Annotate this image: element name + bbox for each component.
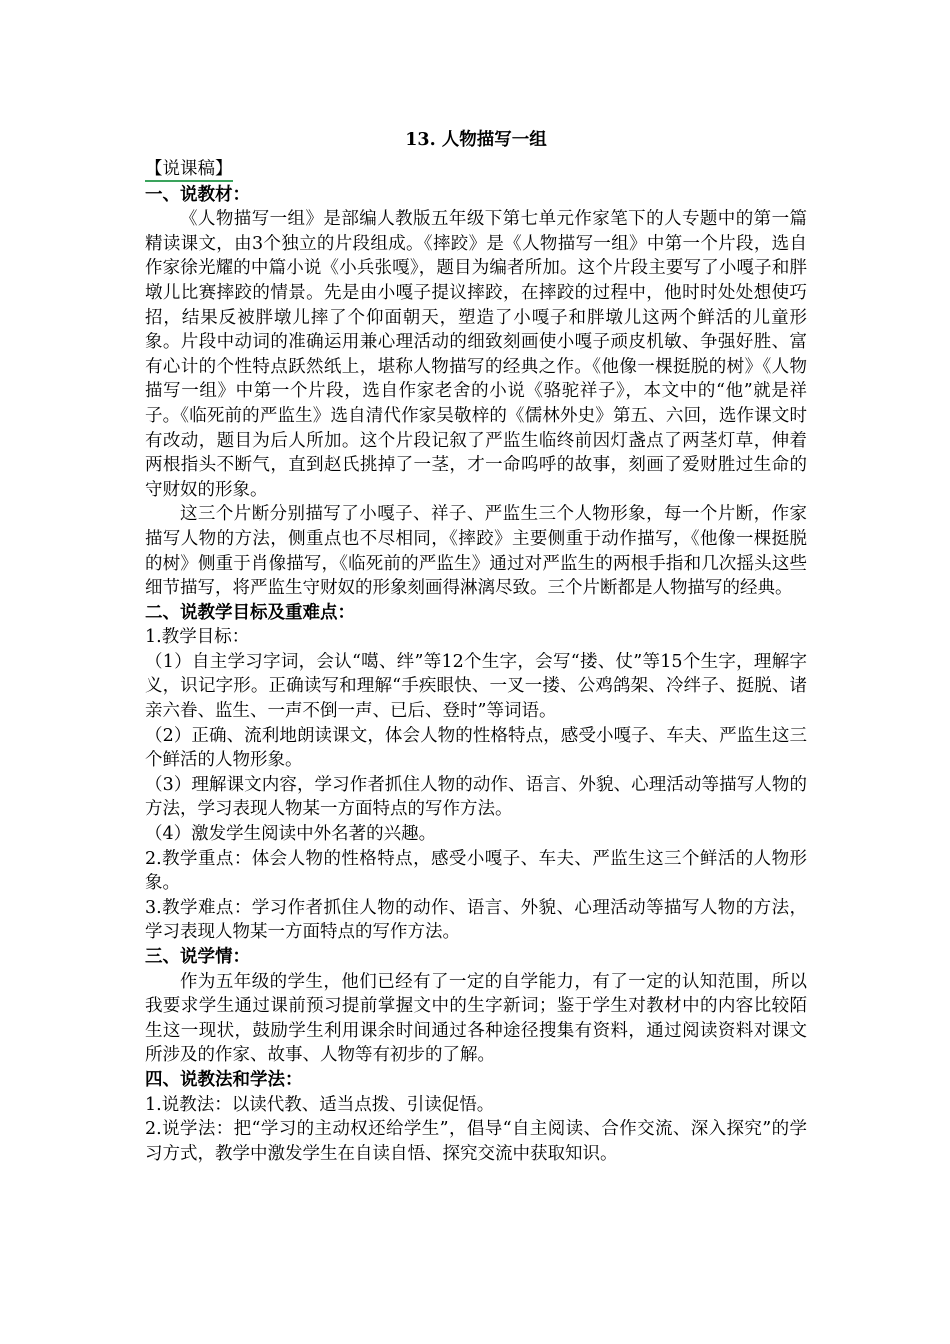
section-heading-1: 一、说教材： xyxy=(145,184,250,205)
label-row xyxy=(145,157,807,183)
list-item: 1.说教法：以读代教、适当点拨、引读促悟。 xyxy=(145,1094,495,1115)
list-item: （3）理解课文内容，学习作者抓住人物的动作、语言、外貌、心理活动等描写人物的方法，学习表现人物某一方面特点的写作方法。 xyxy=(145,774,807,820)
list-item: （2）正确、流利地朗读课文，体会人物的性格特点，感受小嘎子、车夫、严监生这三个鲜活的人物形象。 xyxy=(145,725,807,771)
document-body xyxy=(145,128,807,1166)
paragraph: 《人物描写一组》是部编人教版五年级下第七单元作家笔下的人专题中的第一篇精读课文，由3个独立的片段组成。《摔跤》是《人物描写一组》中第一个片段，选自作家徐光耀的中篇小说《小兵张嘎》，题目为编者所加。这个片段主要写了小嘎子和胖墩儿比赛摔跤的情景。先是由小嘎子提议摔跤，在摔跤的过程中，他时时处处想使巧招，结果反被胖墩儿摔了个仰面朝天，塑造了小嘎子和胖墩儿这两个鲜活的儿童形象。片段中动词的准确运用兼心理活动的细致刻画使小嘎子顽皮机敏、争强好胜、富有心计的个性特点跃然纸上，堪称人物描写的经典之作。《他像一棵挺脱的树》《人物描写一组》中第一个片段，选自作家老舍的小说《骆驼祥子》，本文中的“他”就是祥子。《临死前的严监生》选自清代作家吴敬梓的《儒林外史》第五、六回，选作课文时有改动，题目为后人所加。这个片段记叙了严监生临终前因灯盏点了两茎灯草，伸着两根指头不断气，直到赵氏挑掉了一茎，才一命呜呼的故事，刻画了爱财胜过生命的守财奴的形象。 xyxy=(145,209,807,500)
paragraph: 这三个片断分别描写了小嘎子、祥子、严监生三个人物形象，每一个片断，作家描写人物的方法，侧重点也不尽相同，《摔跤》主要侧重于动作描写，《他像一棵挺脱的树》侧重于肖像描写，《临死前的严监生》通过对严监生的两根手指和几次摇头这些细节描写，将严监生守财奴的形象刻画得淋漓尽致。三个片断都是人物描写的经典。 xyxy=(145,504,807,599)
list-item: 1.教学目标： xyxy=(145,627,250,648)
paragraph: 作为五年级的学生，他们已经有了一定的自学能力，有了一定的认知范围，所以我要求学生通过课前预习提前掌握文中的生字新词；鉴于学生对教材中的内容比较陌生这一现状，鼓励学生利用课余时间通过各种途径搜集有资料，通过阅读资料对课文所涉及的作家、故事、人物等有初步的了解。 xyxy=(145,971,807,1066)
section-heading-3: 三、说学情： xyxy=(145,947,250,967)
list-item: 2.教学重点：体会人物的性格特点，感受小嘎子、车夫、严监生这三个鲜活的人物形象。 xyxy=(145,848,807,894)
section-heading-4: 四、说教法和学法： xyxy=(145,1069,303,1090)
list-item: （4）激发学生阅读中外名著的兴趣。 xyxy=(145,824,437,845)
lesson-title: 13. 人物描写一组 xyxy=(405,130,547,150)
section-label: 【说课稿】 xyxy=(145,158,233,182)
list-item: 3.教学难点：学习作者抓住人物的动作、语言、外貌、心理活动等描写人物的方法，学习表现人物某一方面特点的写作方法。 xyxy=(145,897,807,943)
section-heading-2: 二、说教学目标及重难点： xyxy=(145,602,355,623)
list-item: （1）自主学习字词，会认“噶、绊”等12个生字，会写“搂、仗”等15个生字，理解字义，识记字形。正确读写和理解“手疾眼快、一叉一搂、公鸡鸽架、冷绊子、挺脱、诸亲六眷、监生、一声不倒一声、已后、登时”等词语。 xyxy=(145,651,807,722)
list-item: 2.说学法：把“学习的主动权还给学生”，倡导“自主阅读、合作交流、深入探究”的学习方式，教学中激发学生在自读自悟、探究交流中获取知识。 xyxy=(145,1119,807,1164)
